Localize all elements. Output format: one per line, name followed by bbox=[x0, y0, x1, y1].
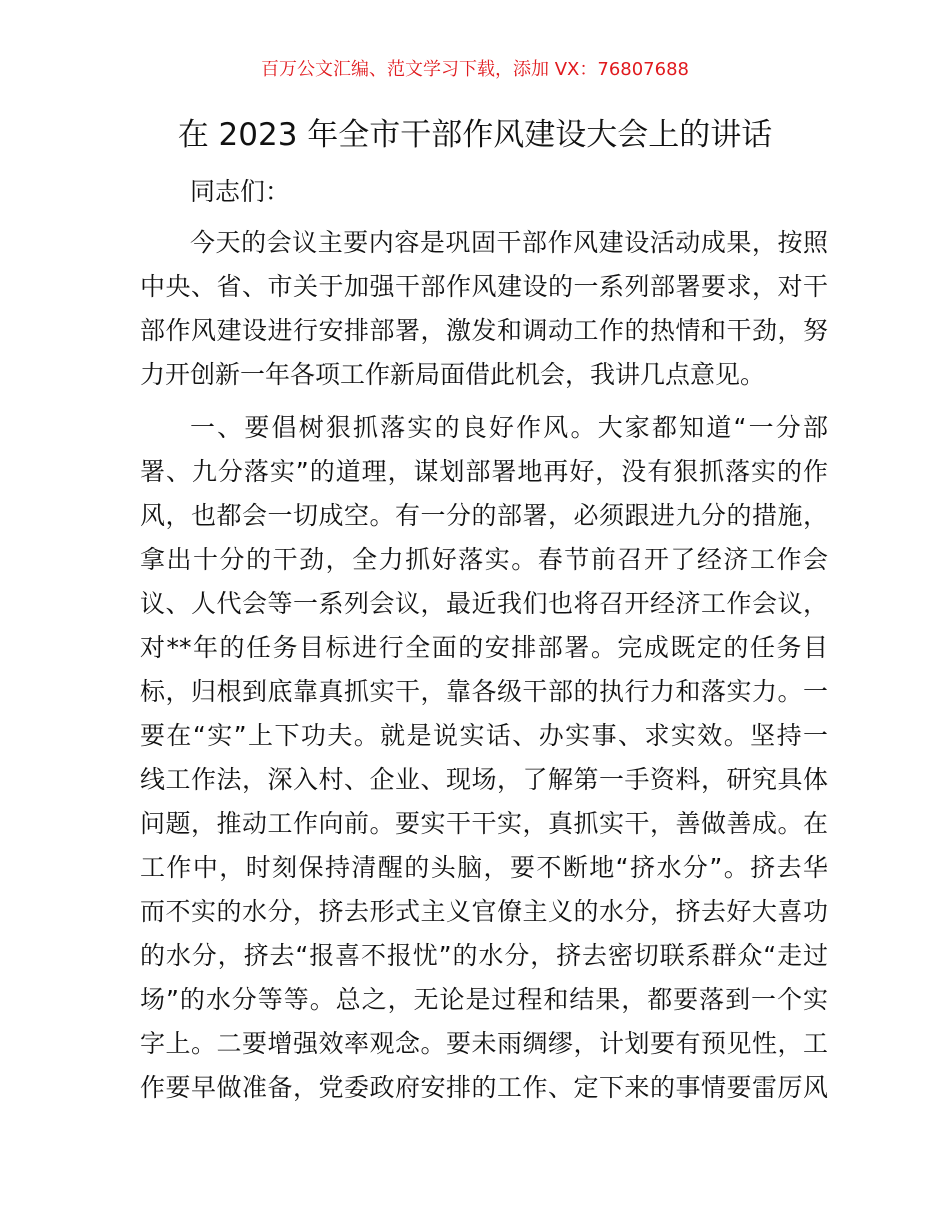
text-line: 中央、省、市关于加强干部作风建设的一系列部署要求，对干 bbox=[140, 272, 828, 301]
text-line: 风，也都会一切成空。有一分的部署，必须跟进九分的措施， bbox=[140, 501, 828, 530]
paragraph-section-one bbox=[140, 406, 828, 1110]
text-line: 今天的会议主要内容是巩固干部作风建设活动成果，按照 bbox=[190, 228, 828, 257]
text-line: 部作风建设进行安排部署，激发和调动工作的热情和干劲，努 bbox=[140, 316, 828, 345]
text-line: 的水分，挤去“报喜不报忧”的水分，挤去密切联系群众“走过 bbox=[140, 941, 828, 970]
text-line: 线工作法，深入村、企业、现场，了解第一手资料，研究具体 bbox=[140, 765, 828, 794]
text-line: 一、要倡树狠抓落实的良好作风。大家都知道“一分部 bbox=[190, 413, 828, 442]
text-line: 字上。二要增强效率观念。要未雨绸缪，计划要有预见性，工 bbox=[140, 1029, 828, 1058]
document-title: 在 2023 年全市干部作风建设大会上的讲话 bbox=[177, 117, 773, 153]
text-line: 对**年的任务目标进行全面的安排部署。完成既定的任务目 bbox=[140, 633, 828, 662]
text-line: 拿出十分的干劲，全力抓好落实。春节前召开了经济工作会 bbox=[140, 545, 828, 574]
text-line: 议、人代会等一系列会议，最近我们也将召开经济工作会议， bbox=[140, 589, 828, 618]
text-line: 工作中，时刻保持清醒的头脑，要不断地“挤水分”。挤去华 bbox=[140, 853, 828, 882]
text-line: 问题，推动工作向前。要实干干实，真抓实干，善做善成。在 bbox=[140, 809, 828, 838]
text-line: 而不实的水分，挤去形式主义官僚主义的水分，挤去好大喜功 bbox=[140, 897, 828, 926]
text-line: 要在“实”上下功夫。就是说实话、办实事、求实效。坚持一 bbox=[140, 721, 828, 750]
text-line: 作要早做准备，党委政府安排的工作、定下来的事情要雷厉风 bbox=[140, 1073, 828, 1102]
paragraph-intro bbox=[140, 221, 828, 397]
salutation: 同志们： bbox=[190, 177, 291, 206]
text-line: 标，归根到底靠真抓实干，靠各级干部的执行力和落实力。一 bbox=[140, 677, 828, 706]
text-line: 力开创新一年各项工作新局面借此机会，我讲几点意见。 bbox=[140, 360, 766, 389]
text-line: 场”的水分等等。总之，无论是过程和结果，都要落到一个实 bbox=[140, 985, 828, 1014]
text-line: 署、九分落实”的道理，谋划部署地再好，没有狠抓落实的作 bbox=[140, 457, 828, 486]
watermark-header: 百万公文汇编、范文学习下载，添加 VX：76807688 bbox=[261, 59, 689, 80]
